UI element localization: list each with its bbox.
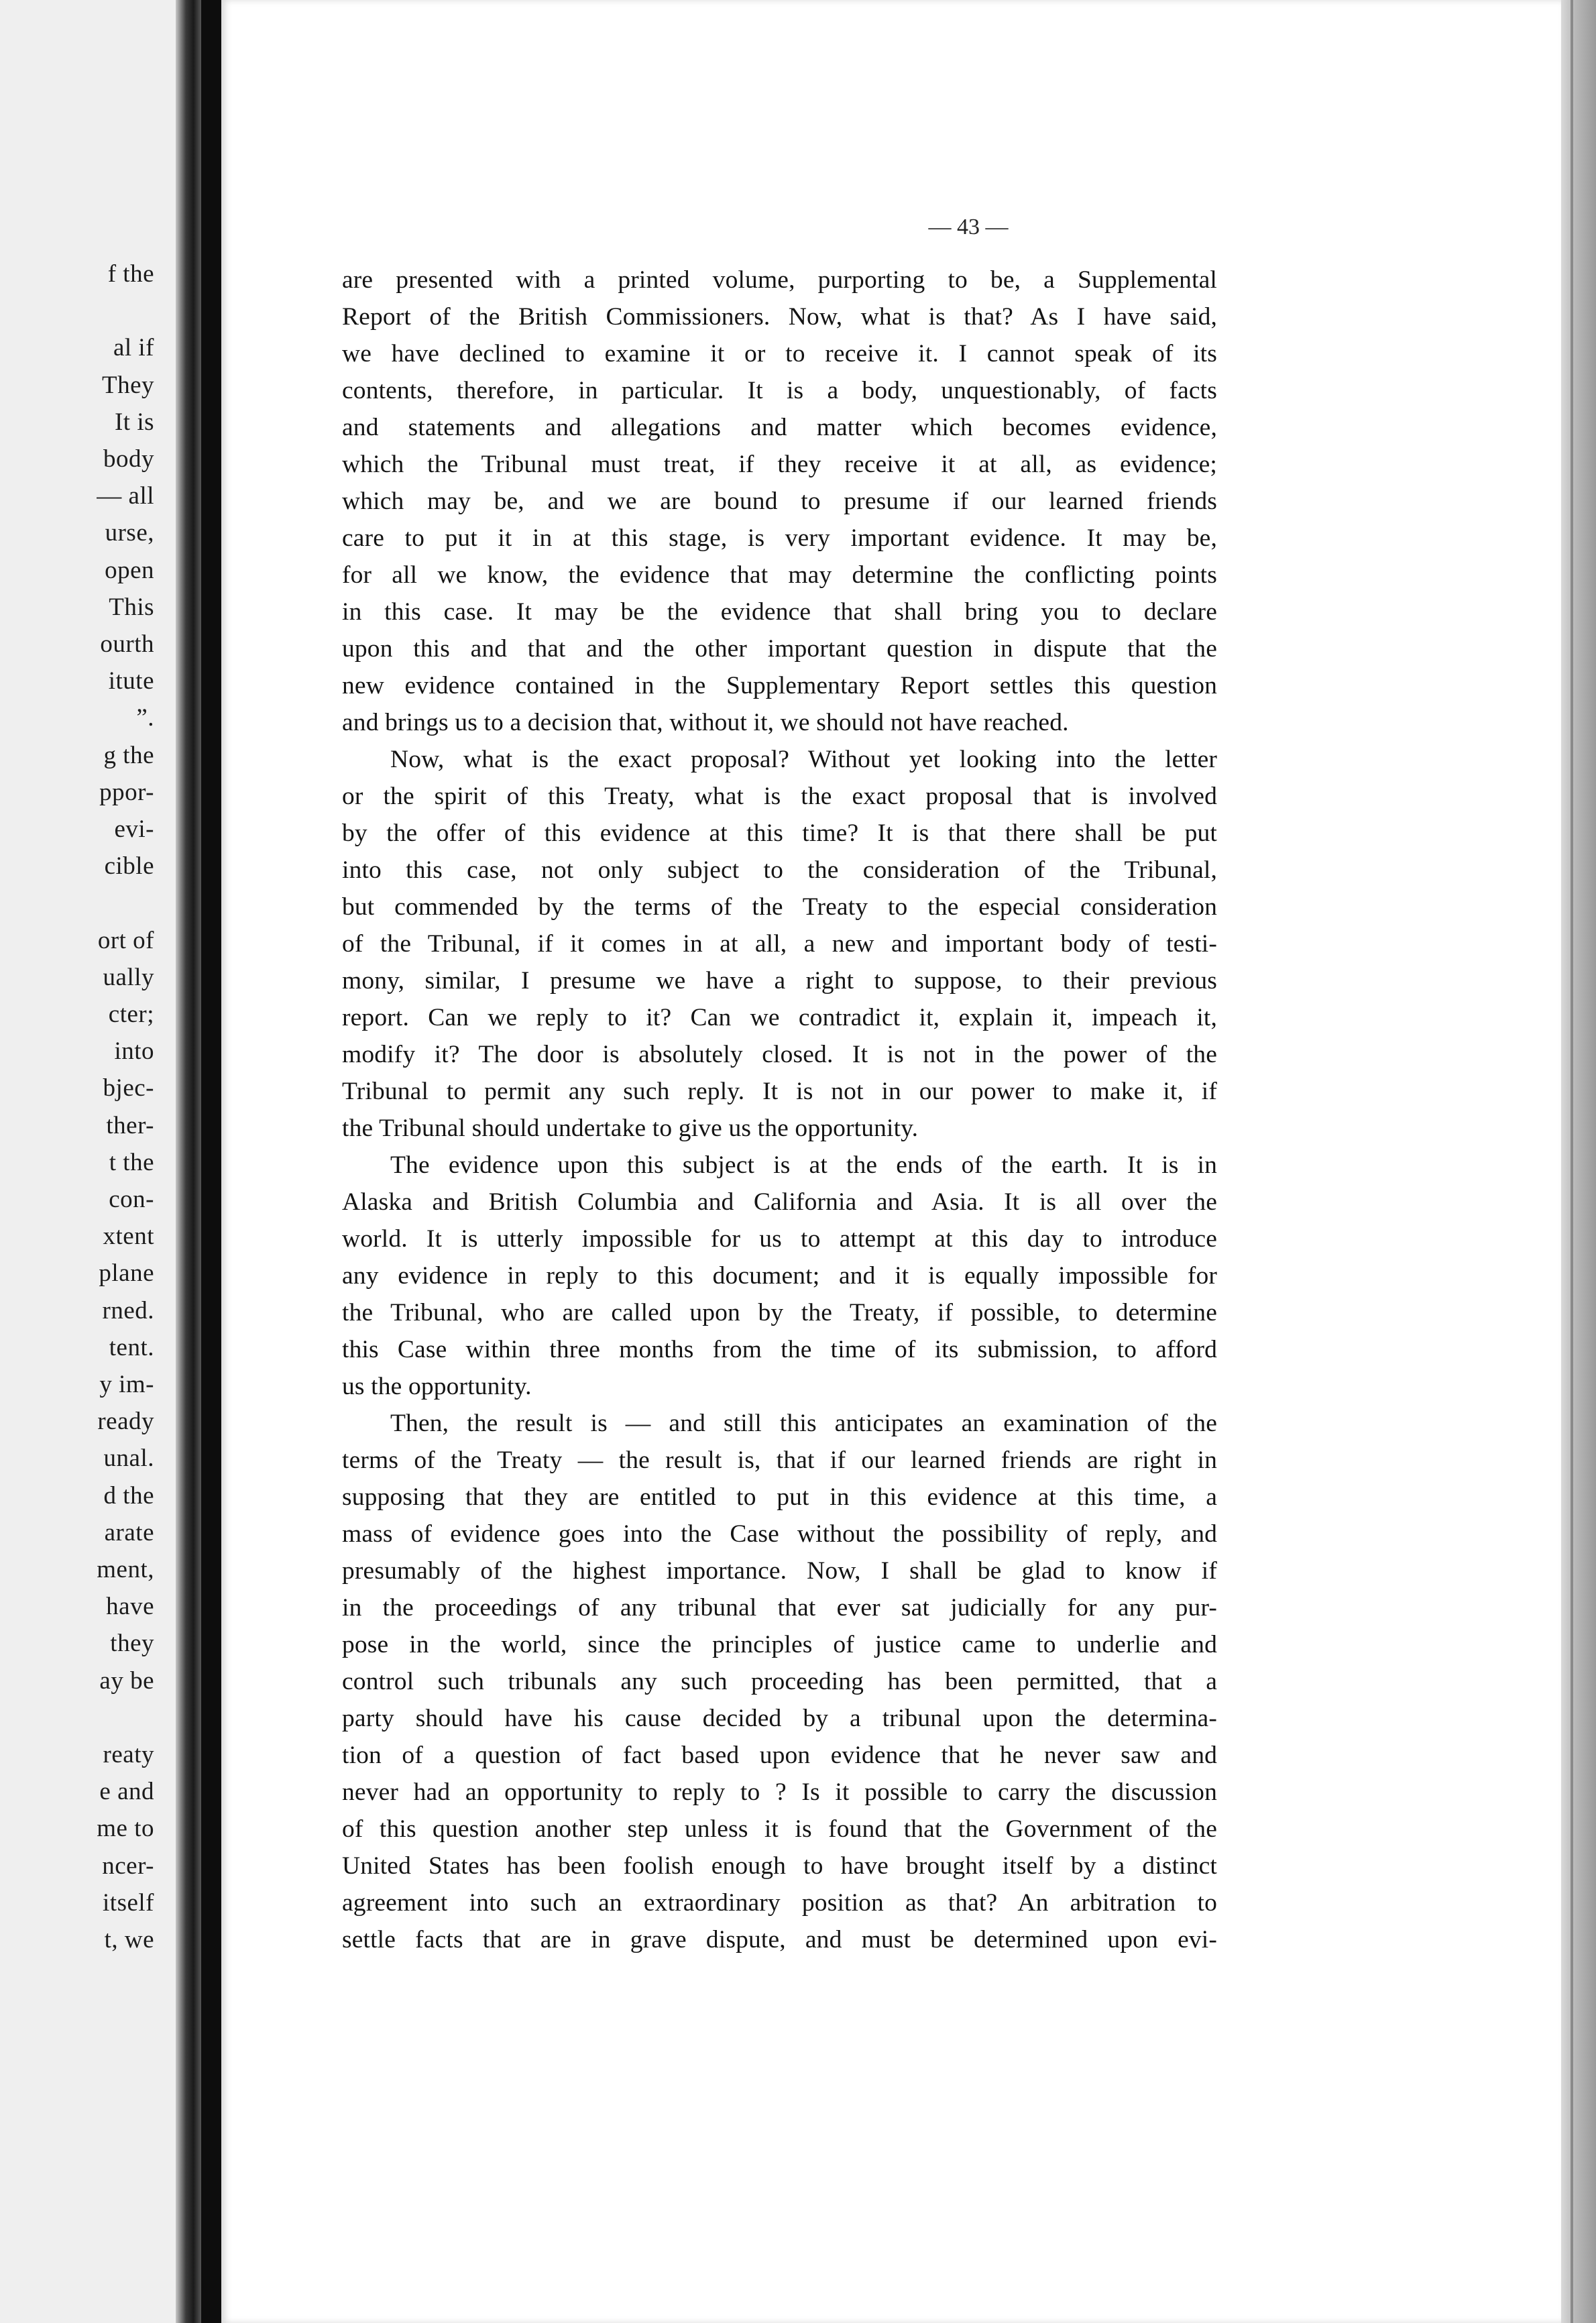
previous-page-text-fragment: itute	[108, 667, 154, 695]
text-line: or the spirit of this Treaty, what is the exact proposal that is involved	[342, 783, 1217, 810]
binding-edge	[201, 0, 221, 2323]
previous-page-text-fragment: unal.	[103, 1444, 154, 1473]
text-line: agreement into such an extraordinary position as that? An arbitration to	[342, 1889, 1217, 1917]
text-line: settle facts that are in grave dispute, and must be determined upon evi-	[342, 1926, 1217, 1953]
text-line: into this case, not only subject to the consideration of the Tribunal,	[342, 856, 1217, 884]
previous-page-text-fragment: e and	[99, 1778, 154, 1806]
text-line: are presented with a printed volume, purporting to be, a Supplemental	[342, 266, 1217, 294]
previous-page-text-fragment: urse,	[105, 519, 154, 547]
previous-page-text-fragment: they	[110, 1630, 154, 1658]
page-edge-line	[1571, 0, 1573, 2323]
text-line: the Tribunal should undertake to give us the opportunity.	[342, 1115, 919, 1142]
text-line: mony, similar, I presume we have a right to suppose, to their previous	[342, 967, 1217, 995]
text-line: tion of a question of fact based upon evidence that he never saw and	[342, 1742, 1217, 1769]
text-line: the Tribunal, who are called upon by the Treaty, if possible, to determine	[342, 1299, 1217, 1326]
text-line: new evidence contained in the Supplementary Report settles this question	[342, 672, 1217, 699]
text-line: United States has been foolish enough to have brought itself by a distinct	[342, 1852, 1217, 1880]
previous-page-text-fragment: open	[105, 556, 154, 584]
previous-page-text-fragment: evi-	[114, 815, 154, 843]
previous-page-text-fragment: tent.	[109, 1333, 154, 1361]
previous-page-text-fragment: g the	[103, 741, 154, 769]
previous-page-text-fragment: They	[101, 371, 154, 399]
text-line: modify it? The door is absolutely closed. It is not in the power of the	[342, 1041, 1217, 1068]
text-line: this Case within three months from the time of its submission, to afford	[342, 1336, 1217, 1363]
previous-page-text-fragment: ppor-	[99, 778, 154, 806]
text-line: presumably of the highest importance. Now, I shall be glad to know if	[342, 1557, 1217, 1585]
previous-page-text-fragment: ncer-	[102, 1852, 154, 1880]
previous-page-text-fragment: ”.	[136, 704, 154, 732]
previous-page-text-fragment: al if	[113, 334, 154, 362]
page-edge-stack	[1561, 0, 1596, 2323]
text-line: upon this and that and the other important question in dispute that the	[342, 635, 1217, 663]
previous-page-text-fragment: It is	[114, 408, 154, 436]
text-line: any evidence in reply to this document; and it is equally impossible for	[342, 1262, 1217, 1290]
previous-page-text-fragment: d the	[103, 1481, 154, 1510]
text-line: of the Tribunal, if it comes in at all, a new and important body of testi-	[342, 930, 1217, 958]
previous-page-text-fragment: xtent	[103, 1223, 154, 1251]
text-line: report. Can we reply to it? Can we contradict it, explain it, impeach it,	[342, 1004, 1217, 1031]
text-line: Tribunal to permit any such reply. It is not in our power to make it, if	[342, 1078, 1217, 1105]
text-line: party should have his cause decided by a tribunal upon the determina-	[342, 1705, 1217, 1732]
text-line: Then, the result is — and still this anticipates an examination of the	[390, 1410, 1217, 1437]
text-line: pose in the world, since the principles of justice came to underlie and	[342, 1631, 1217, 1658]
previous-page-text-fragment: ther-	[106, 1111, 154, 1139]
previous-page-text-fragment: ready	[97, 1408, 154, 1436]
previous-page-text-fragment: ually	[103, 963, 154, 991]
text-line: which may be, and we are bound to presume if our learned friends	[342, 488, 1217, 515]
text-line: Alaska and British Columbia and California and Asia. It is all over the	[342, 1188, 1217, 1216]
page-body-text	[342, 262, 1217, 1958]
previous-page-text-fragment: This	[109, 593, 154, 621]
previous-page-text-fragment: ment,	[97, 1556, 154, 1583]
previous-page-text-fragment: ourth	[100, 630, 154, 658]
text-line: Now, what is the exact proposal? Without yet looking into the letter	[390, 746, 1217, 773]
book-gutter-shadow	[176, 0, 201, 2323]
text-line: by the offer of this evidence at this time? It is that there shall be put	[342, 819, 1217, 847]
previous-page-text-fragment: bjec-	[103, 1074, 154, 1102]
text-line: we have declined to examine it or to receive it. I cannot speak of its	[342, 340, 1217, 367]
previous-page-text-fragment: f the	[107, 260, 154, 288]
text-line: in this case. It may be the evidence that shall bring you to declare	[342, 598, 1217, 626]
text-line: us the opportunity.	[342, 1373, 532, 1400]
text-line: but commended by the terms of the Treaty to the especial consideration	[342, 893, 1217, 921]
previous-page-text-fragment: body	[103, 445, 154, 473]
page-number: — 43 —	[928, 215, 1009, 239]
previous-page-text-fragment: ay be	[99, 1666, 154, 1695]
previous-page-text-fragment: ort of	[97, 926, 154, 954]
text-line: of this question another step unless it is found that the Government of the	[342, 1815, 1217, 1843]
previous-page-text-fragment: t the	[109, 1148, 154, 1176]
previous-page-text-fragment: con-	[109, 1186, 154, 1213]
previous-page-text-fragment: t, we	[104, 1926, 154, 1953]
text-line: and brings us to a decision that, without it, we should not have reached.	[342, 709, 1069, 736]
text-line: which the Tribunal must treat, if they receive it at all, as evidence;	[342, 451, 1217, 478]
previous-page-text-fragment: arate	[104, 1518, 154, 1546]
previous-page-text-fragment: y im-	[99, 1371, 154, 1398]
text-line: never had an opportunity to reply to ? Is it possible to carry the discussion	[342, 1778, 1217, 1806]
previous-page-text-fragment: plane	[99, 1259, 154, 1288]
previous-page-text-fragment: into	[114, 1037, 154, 1066]
text-line: mass of evidence goes into the Case without the possibility of reply, and	[342, 1520, 1217, 1548]
text-line: world. It is utterly impossible for us to attempt at this day to introduce	[342, 1225, 1217, 1253]
text-line: contents, therefore, in particular. It is a body, unquestionably, of facts	[342, 377, 1217, 404]
text-line: care to put it in at this stage, is very important evidence. It may be,	[342, 524, 1217, 552]
text-line: and statements and allegations and matter which becomes evidence,	[342, 414, 1217, 441]
text-line: terms of the Treaty — the result is, that if our learned friends are right in	[342, 1447, 1217, 1474]
previous-page-text-fragment: cter;	[108, 1001, 154, 1028]
previous-page-text-fragment: itself	[103, 1888, 154, 1917]
previous-page-strip	[0, 0, 201, 2323]
previous-page-text-fragment: — all	[97, 482, 154, 510]
text-line: in the proceedings of any tribunal that ever sat judicially for any pur-	[342, 1594, 1217, 1622]
text-line: The evidence upon this subject is at the ends of the earth. It is in	[390, 1151, 1217, 1179]
text-line: for all we know, the evidence that may determine the conflicting points	[342, 561, 1217, 589]
text-line: control such tribunals any such proceeding has been permitted, that a	[342, 1668, 1217, 1695]
previous-page-text-fragment: reaty	[103, 1741, 154, 1768]
previous-page-text-fragment: have	[106, 1593, 154, 1621]
previous-page-text-fragment: rned.	[102, 1296, 154, 1324]
text-line: supposing that they are entitled to put in this evidence at this time, a	[342, 1483, 1217, 1511]
previous-page-text-fragment: cible	[104, 852, 154, 881]
previous-page-text-fragment: me to	[97, 1815, 154, 1843]
text-line: Report of the British Commissioners. Now, what is that? As I have said,	[342, 303, 1217, 331]
